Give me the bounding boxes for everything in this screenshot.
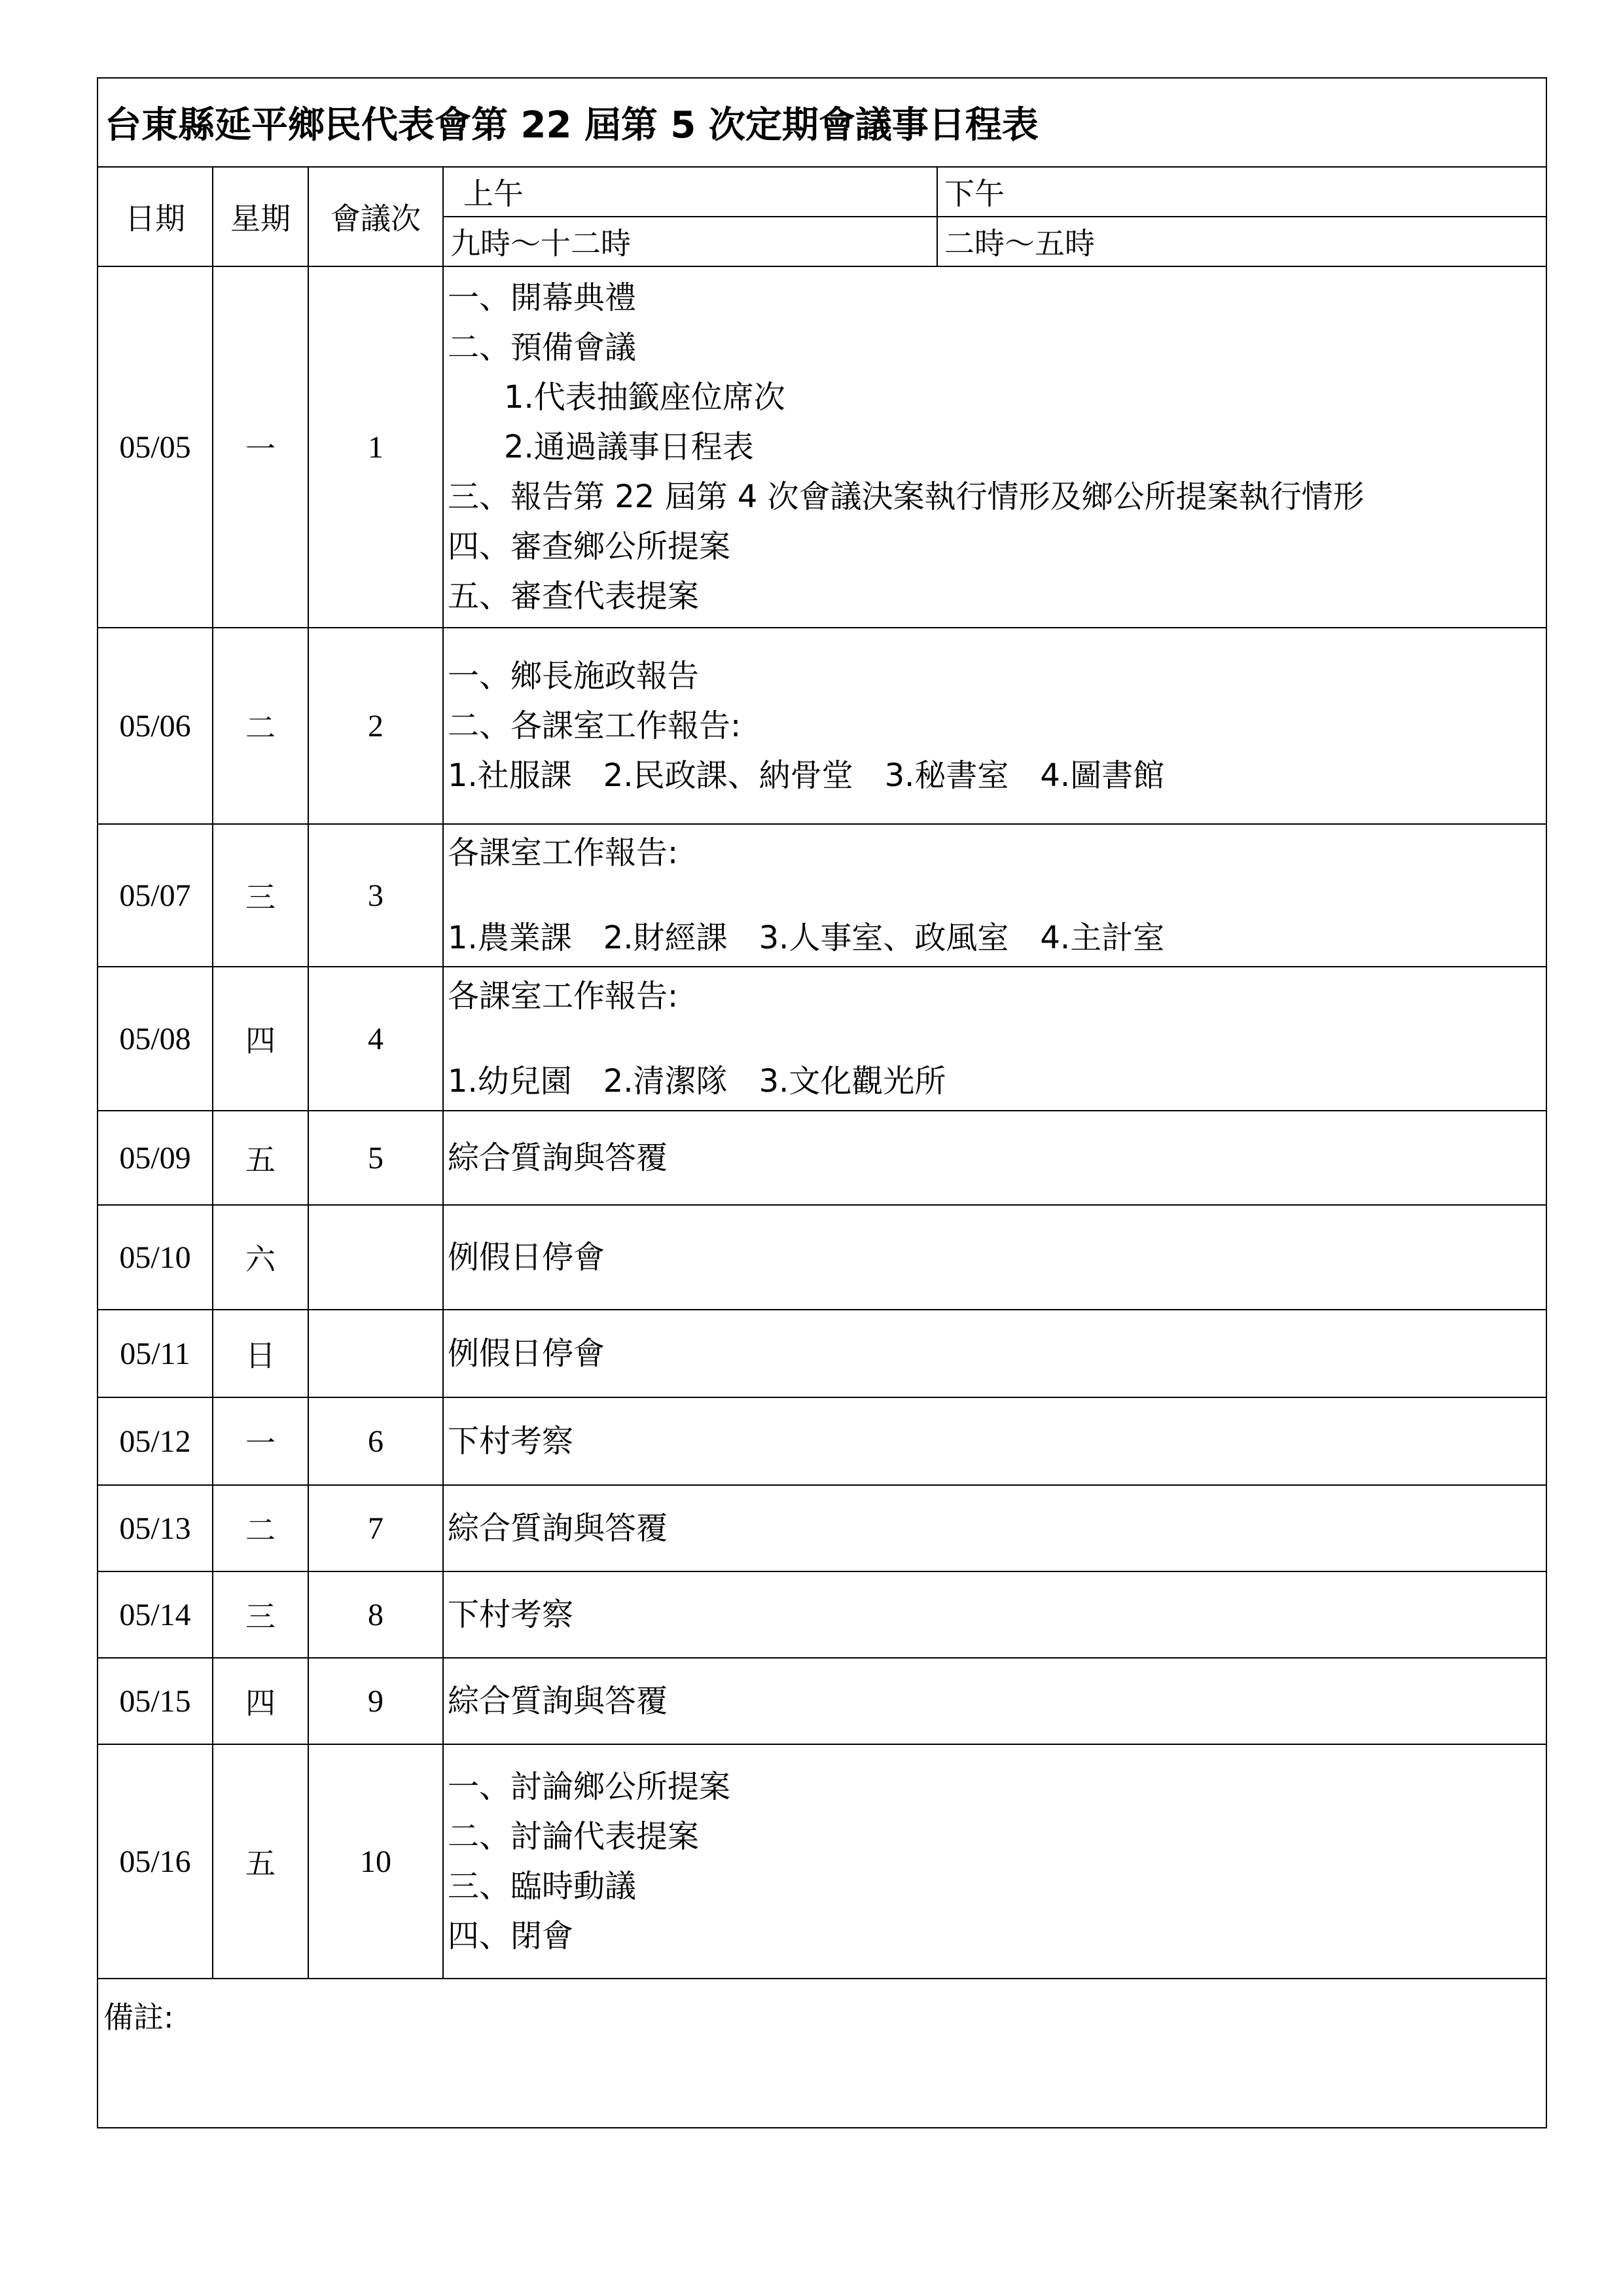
agenda-line: 2.通過議事日程表 [504,429,754,465]
agenda-spacer [448,878,1546,913]
row-date: 05/09 [98,1111,213,1205]
row-session: 5 [308,1111,443,1205]
agenda-line: 二、預備會議 [448,329,637,366]
row-date: 05/12 [98,1397,213,1485]
header-weekday: 星期 [213,167,308,266]
note-label: 備註: [98,1979,1546,2128]
row-agenda [443,1310,1546,1397]
row-agenda [443,266,1546,628]
schedule-row [98,1205,1546,1310]
row-session: 8 [308,1571,443,1658]
row-agenda [443,1744,1546,1979]
row-session: 10 [308,1744,443,1979]
row-weekday: 日 [213,1310,308,1397]
agenda-line: 1.社服課 2.民政課、納骨堂 3.秘書室 4.圖書館 [448,757,1165,794]
header-date: 日期 [98,167,213,266]
schedule-row [98,1485,1546,1571]
row-agenda [443,1397,1546,1485]
row-agenda [443,1571,1546,1658]
schedule-row [98,1744,1546,1979]
row-session: 3 [308,824,443,967]
row-weekday: 五 [213,1111,308,1205]
row-weekday: 三 [213,1571,308,1658]
agenda-line: 各課室工作報告: [448,834,679,871]
agenda-line: 一、討論鄉公所提案 [448,1768,731,1805]
header-row-1 [98,167,1546,217]
row-session: 4 [308,967,443,1111]
row-session [308,1205,443,1310]
row-agenda [443,1205,1546,1310]
agenda-line: 四、閉會 [448,1918,574,1954]
agenda-line: 三、報告第 22 屆第 4 次會議決案執行情形及鄉公所提案執行情形 [448,478,1364,515]
row-date: 05/08 [98,967,213,1111]
row-date: 05/07 [98,824,213,967]
agenda-line: 1.幼兒園 2.清潔隊 3.文化觀光所 [448,1063,946,1100]
header-session: 會議次 [308,167,443,266]
row-session: 2 [308,628,443,824]
row-session: 6 [308,1397,443,1485]
agenda-line: 下村考察 [448,1423,574,1460]
note-row [98,1979,1546,2128]
row-date: 05/11 [98,1310,213,1397]
schedule-document [97,77,1546,2128]
agenda-line: 各課室工作報告: [448,978,679,1014]
schedule-row [98,967,1546,1111]
row-session: 9 [308,1658,443,1744]
page-title: 台東縣延平鄉民代表會第 22 屆第 5 次定期會議事日程表 [98,78,1546,167]
header-afternoon: 下午 [937,167,1546,217]
agenda-line: 例假日停會 [448,1335,605,1372]
agenda-line: 1.農業課 2.財經課 3.人事室、政風室 4.主計室 [448,920,1165,956]
row-date: 05/05 [98,266,213,628]
row-agenda [443,628,1546,824]
row-weekday: 六 [213,1205,308,1310]
row-agenda [443,967,1546,1111]
agenda-line: 綜合質詢與答覆 [448,1683,668,1719]
header-morning-time: 九時～十二時 [443,217,937,266]
row-weekday: 三 [213,824,308,967]
row-date: 05/16 [98,1744,213,1979]
row-agenda [443,1111,1546,1205]
schedule-row [98,1571,1546,1658]
row-weekday: 二 [213,1485,308,1571]
agenda-line: 一、開幕典禮 [448,279,637,316]
row-weekday: 一 [213,1397,308,1485]
schedule-row [98,1397,1546,1485]
schedule-table [97,77,1547,2128]
row-date: 05/10 [98,1205,213,1310]
agenda-line: 例假日停會 [448,1239,605,1276]
row-date: 05/14 [98,1571,213,1658]
row-date: 05/06 [98,628,213,824]
agenda-line: 一、鄉長施政報告 [448,658,700,694]
row-session [308,1310,443,1397]
schedule-row [98,1111,1546,1205]
schedule-row [98,266,1546,628]
schedule-row [98,1658,1546,1744]
agenda-line: 綜合質詢與答覆 [448,1510,668,1547]
agenda-spacer [448,1021,1546,1056]
agenda-line: 二、討論代表提案 [448,1818,700,1855]
agenda-line: 三、臨時動議 [448,1868,637,1905]
row-weekday: 五 [213,1744,308,1979]
header-afternoon-time: 二時～五時 [937,217,1546,266]
agenda-line: 五、審查代表提案 [448,578,700,615]
row-session: 7 [308,1485,443,1571]
schedule-row [98,1310,1546,1397]
row-date: 05/13 [98,1485,213,1571]
row-date: 05/15 [98,1658,213,1744]
agenda-line: 四、審查鄉公所提案 [448,528,731,565]
row-session: 1 [308,266,443,628]
schedule-row [98,824,1546,967]
row-weekday: 四 [213,1658,308,1744]
row-agenda [443,1658,1546,1744]
header-morning: 上午 [443,167,937,217]
agenda-line: 綜合質詢與答覆 [448,1139,668,1176]
row-weekday: 一 [213,266,308,628]
row-agenda [443,1485,1546,1571]
row-weekday: 二 [213,628,308,824]
title-row [98,78,1546,167]
schedule-row [98,628,1546,824]
agenda-line: 下村考察 [448,1596,574,1633]
agenda-line: 二、各課室工作報告: [448,708,741,744]
row-agenda [443,824,1546,967]
row-weekday: 四 [213,967,308,1111]
agenda-line: 1.代表抽籤座位席次 [504,379,785,416]
